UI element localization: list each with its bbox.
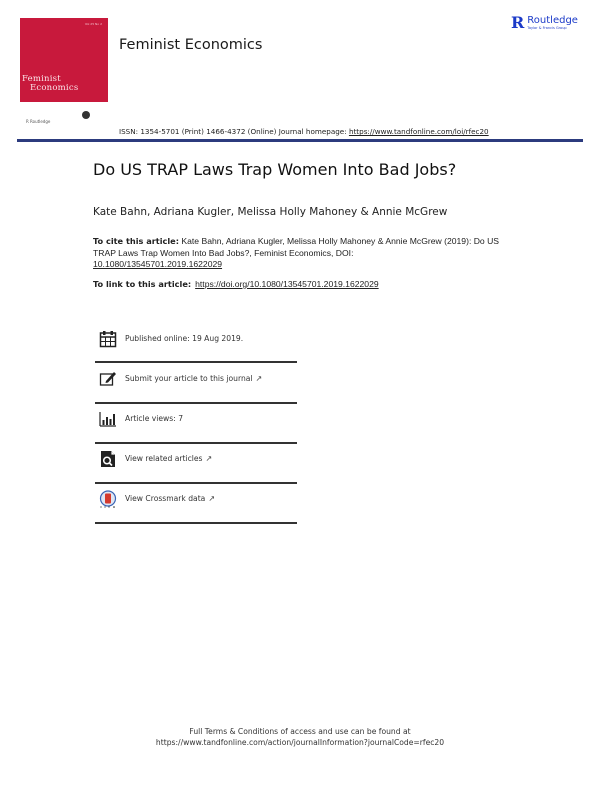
- cite-doi-link[interactable]: 10.1080/13545701.2019.1622029: [93, 259, 223, 269]
- cover-publisher-logo-icon: R Routledge: [26, 119, 51, 124]
- article-views-text: Article views: 7: [125, 414, 184, 423]
- footer-terms: [0, 727, 600, 748]
- link-line: [93, 279, 379, 290]
- citation-block: [93, 236, 513, 271]
- routledge-r-icon: R: [511, 13, 525, 32]
- cover-seal-icon: [82, 111, 90, 119]
- journal-cover-image: [20, 18, 108, 102]
- issn-text: ISSN: 1354-5701 (Print) 1466-4372 (Online) Journal homepage:: [119, 127, 349, 136]
- publisher-name: Routledge: [527, 15, 578, 26]
- article-doi-link[interactable]: https://doi.org/10.1080/13545701.2019.1622029: [195, 279, 379, 289]
- cover-strip: [20, 102, 108, 108]
- search-document-icon: [99, 450, 117, 468]
- journal-title: Feminist Economics: [119, 37, 263, 53]
- external-link-icon: ↗: [208, 494, 216, 503]
- article-views-item: [95, 402, 297, 442]
- header-rule: [17, 139, 583, 142]
- article-title: Do US TRAP Laws Trap Women Into Bad Jobs?: [93, 160, 457, 179]
- issn-line: [119, 127, 489, 136]
- publisher-logo: [511, 15, 578, 31]
- submit-article-link[interactable]: [95, 362, 297, 402]
- published-online-item: [95, 322, 297, 362]
- link-label: To link to this article:: [93, 279, 192, 289]
- crossmark-icon: [99, 490, 117, 508]
- footer-terms-link[interactable]: https://www.tandfonline.com/action/journalInformation?journalCode=rfec20: [155, 737, 445, 747]
- crossmark-text: View Crossmark data: [125, 494, 206, 503]
- journal-homepage-link[interactable]: https://www.tandfonline.com/loi/rfec20: [348, 127, 489, 136]
- cite-text: Kate Bahn, Adriana Kugler, Melissa Holly Mahoney & Annie McGrew (2019): Do US TRAP Laws Trap Women Into Bad Jobs?, Feminist Economics, DOI:: [93, 236, 500, 258]
- calendar-icon: [99, 330, 117, 348]
- footer-line1: Full Terms & Conditions of access and use can be found at: [189, 727, 411, 736]
- edit-icon: [99, 370, 117, 388]
- cover-title-line2: Economics: [30, 83, 79, 93]
- external-link-icon: ↗: [205, 454, 213, 463]
- submit-article-text: Submit your article to this journal: [125, 374, 253, 383]
- related-articles-link[interactable]: [95, 442, 297, 482]
- cover-issue-text: Vol 25 No 2: [84, 22, 102, 26]
- publisher-tagline: Taylor & Francis Group: [527, 26, 567, 30]
- bar-chart-icon: [99, 410, 117, 428]
- divider: [95, 522, 297, 524]
- cite-label: To cite this article:: [93, 236, 179, 246]
- crossmark-link[interactable]: [95, 482, 297, 522]
- published-online-text: Published online: 19 Aug 2019.: [125, 334, 244, 343]
- external-link-icon: ↗: [255, 374, 263, 383]
- article-authors: Kate Bahn, Adriana Kugler, Melissa Holly Mahoney & Annie McGrew: [93, 206, 448, 218]
- related-articles-text: View related articles: [125, 454, 203, 463]
- cover-title-line1: Feminist: [22, 74, 61, 84]
